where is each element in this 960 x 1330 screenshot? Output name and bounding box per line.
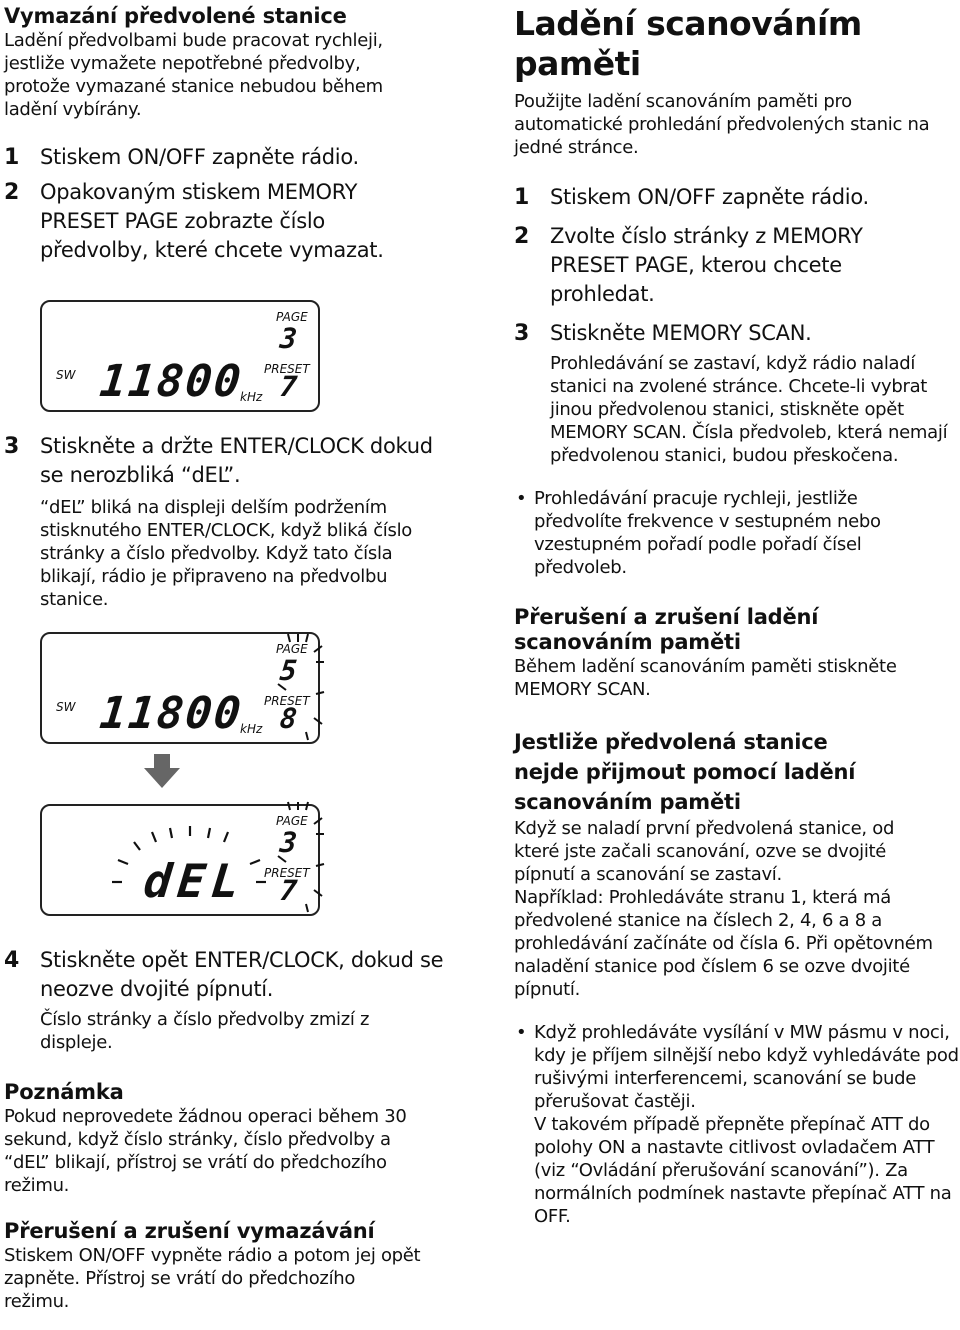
step-text: Zvolte číslo stránky z MEMORY PRESET PAGE, kterou chcete prohledat. — [550, 224, 863, 306]
lcd-display-2 — [40, 632, 330, 746]
bullet-text: Prohledávání pracuje rychleji, jestliže předvolíte frekvence v sestupném nebo vzestupném pořadí podle pořadí čísel předvoleb. — [534, 488, 881, 578]
right-step-2 — [514, 222, 930, 309]
band-label: SW — [56, 368, 76, 382]
lcd-display-1 — [40, 300, 320, 412]
no-receive-text: Když se naladí první předvolená stanice, od které jste začali scanování, ozve se dvojité pípnutí a scanování se zastaví. — [514, 818, 895, 885]
bullet-icon: • — [516, 1022, 527, 1043]
no-receive-title: Jestliže předvolená stanice nejde přijmout pomocí ladění scanováním paměti — [514, 730, 856, 814]
step-number: 3 — [4, 434, 20, 459]
left-column — [4, 0, 480, 265]
step-number: 3 — [514, 321, 530, 346]
frequency-readout: 11800 — [97, 688, 246, 739]
step-text: Opakovaným stiskem MEMORY PRESET PAGE zobrazte číslo předvolby, které chcete vymazat. — [40, 180, 384, 262]
page-label: PAGE — [276, 310, 308, 324]
step-number: 2 — [4, 180, 20, 205]
example-text: Například: Prohledáváte stranu 1, která má předvolené stanice na číslech 2, 4, 6 a 8 a prohledávání začínáte od čísla 6. Při opětovném naladění stanice pod číslem 6 se ozve dvojité pípnutí. — [514, 887, 933, 1000]
page-label: PAGE — [276, 814, 308, 828]
memory-scan-intro: Použijte ladění scanováním paměti pro automatické prohledání předvolených stanic na jedné stránce. — [514, 91, 930, 158]
lcd-display-3 — [40, 800, 330, 924]
left-step-4 — [4, 946, 460, 1004]
step-text: Stiskem ON/OFF zapněte rádio. — [40, 145, 359, 169]
right-step-3-note: Prohledávání se zastaví, když rádio naladí stanici na zvolené stránce. Chcete-li vybrat jinou předvolenou stanici, stiskněte opět MEMORY SCAN. Čísla předvoleb, která nemají předvolenou stanici, budou přeskočena. — [550, 353, 948, 466]
left-step-1 — [4, 143, 480, 172]
blink-rays-icon — [254, 632, 330, 744]
preset-number: 8 — [278, 702, 301, 735]
delete-preset-title: Vymazání předvolené stanice — [4, 4, 347, 28]
bullet-icon: • — [516, 488, 527, 509]
step-number: 4 — [4, 948, 20, 973]
delete-preset-intro: Ladění předvolbami bude pracovat rychleji, jestliže vymažete nepotřebné předvolby, protože vymazané stanice nebudou během ladění vybírány. — [4, 30, 383, 120]
preset-number: 7 — [278, 874, 301, 907]
step-number: 1 — [4, 145, 20, 170]
bullet-text: Když prohledáváte vysílání v MW pásmu v noci, kdy je příjem silnější nebo když vyhledáváte pod rušivými interferencemi, scanování se bude přerušovat častěji. — [534, 1022, 959, 1112]
preset-label: PRESET — [264, 694, 310, 708]
memory-scan-title: Ladění scanováním paměti — [514, 4, 862, 83]
right-column — [514, 0, 959, 1228]
bullet-text-continued: V takovém případě přepněte přepínač ATT do polohy ON a nastavte citlivost ovladačem ATT (viz “Ovládání přerušování scanování”). Za normálních podmínek nastavte přepínač ATT na OFF. — [534, 1114, 952, 1227]
unit-label: kHz — [240, 390, 263, 404]
page-label: PAGE — [276, 642, 308, 656]
bullet-item — [514, 487, 914, 579]
preset-label: PRESET — [264, 362, 310, 376]
page-number: 5 — [278, 654, 301, 687]
cancel-delete-title: Přerušení a zrušení vymazávání — [4, 1219, 375, 1243]
page-number: 3 — [278, 322, 301, 355]
step-text: Stiskněte a držte ENTER/CLOCK dokud se nerozbliká “dEL”. — [40, 434, 433, 487]
preset-label: PRESET — [264, 866, 310, 880]
interrupt-scan-title: Přerušení a zrušení ladění scanováním paměti — [514, 605, 819, 654]
left-step-3-note: “dEL” bliká na displeji delším podržením stisknutého ENTER/CLOCK, když bliká číslo stránky a číslo předvolby. Když tato čísla blikají, rádio je připraveno na předvolbu stanice. — [40, 497, 412, 610]
interrupt-scan-text: Během ladění scanováním paměti stiskněte MEMORY SCAN. — [514, 656, 897, 700]
frequency-readout: 11800 — [97, 356, 246, 407]
step-number: 1 — [514, 185, 530, 210]
left-step-4-note: Číslo stránky a číslo předvolby zmizí z displeje. — [40, 1009, 370, 1053]
bullet-item — [514, 1021, 960, 1228]
step-text: Stiskněte opět ENTER/CLOCK, dokud se neozve dvojité pípnutí. — [40, 948, 444, 1001]
unit-label: kHz — [240, 722, 263, 736]
left-column-mid — [4, 432, 480, 611]
note-title: Poznámka — [4, 1080, 124, 1104]
cancel-delete-text: Stiskem ON/OFF vypněte rádio a potom jej opět zapněte. Přístroj se vrátí do předchozího režimu. — [4, 1245, 421, 1312]
arrow-down-icon — [142, 754, 182, 790]
left-step-2 — [4, 178, 400, 265]
preset-number: 7 — [278, 370, 301, 403]
left-step-3 — [4, 432, 440, 490]
step-number: 2 — [514, 224, 530, 249]
step-text: Stiskem ON/OFF zapněte rádio. — [550, 185, 869, 209]
right-step-3 — [514, 319, 954, 348]
left-column-bottom — [4, 946, 480, 1313]
step-text: Stiskněte MEMORY SCAN. — [550, 321, 812, 345]
right-step-1 — [514, 183, 954, 212]
blink-rays-icon — [254, 800, 330, 918]
band-label: SW — [56, 700, 76, 714]
del-readout: dEL — [141, 854, 248, 908]
page-number: 3 — [278, 826, 301, 859]
note-text: Pokud neprovedete žádnou operaci během 30 sekund, když číslo stránky, číslo předvolby a “dEL” blikají, přístroj se vrátí do předchozího režimu. — [4, 1106, 407, 1196]
